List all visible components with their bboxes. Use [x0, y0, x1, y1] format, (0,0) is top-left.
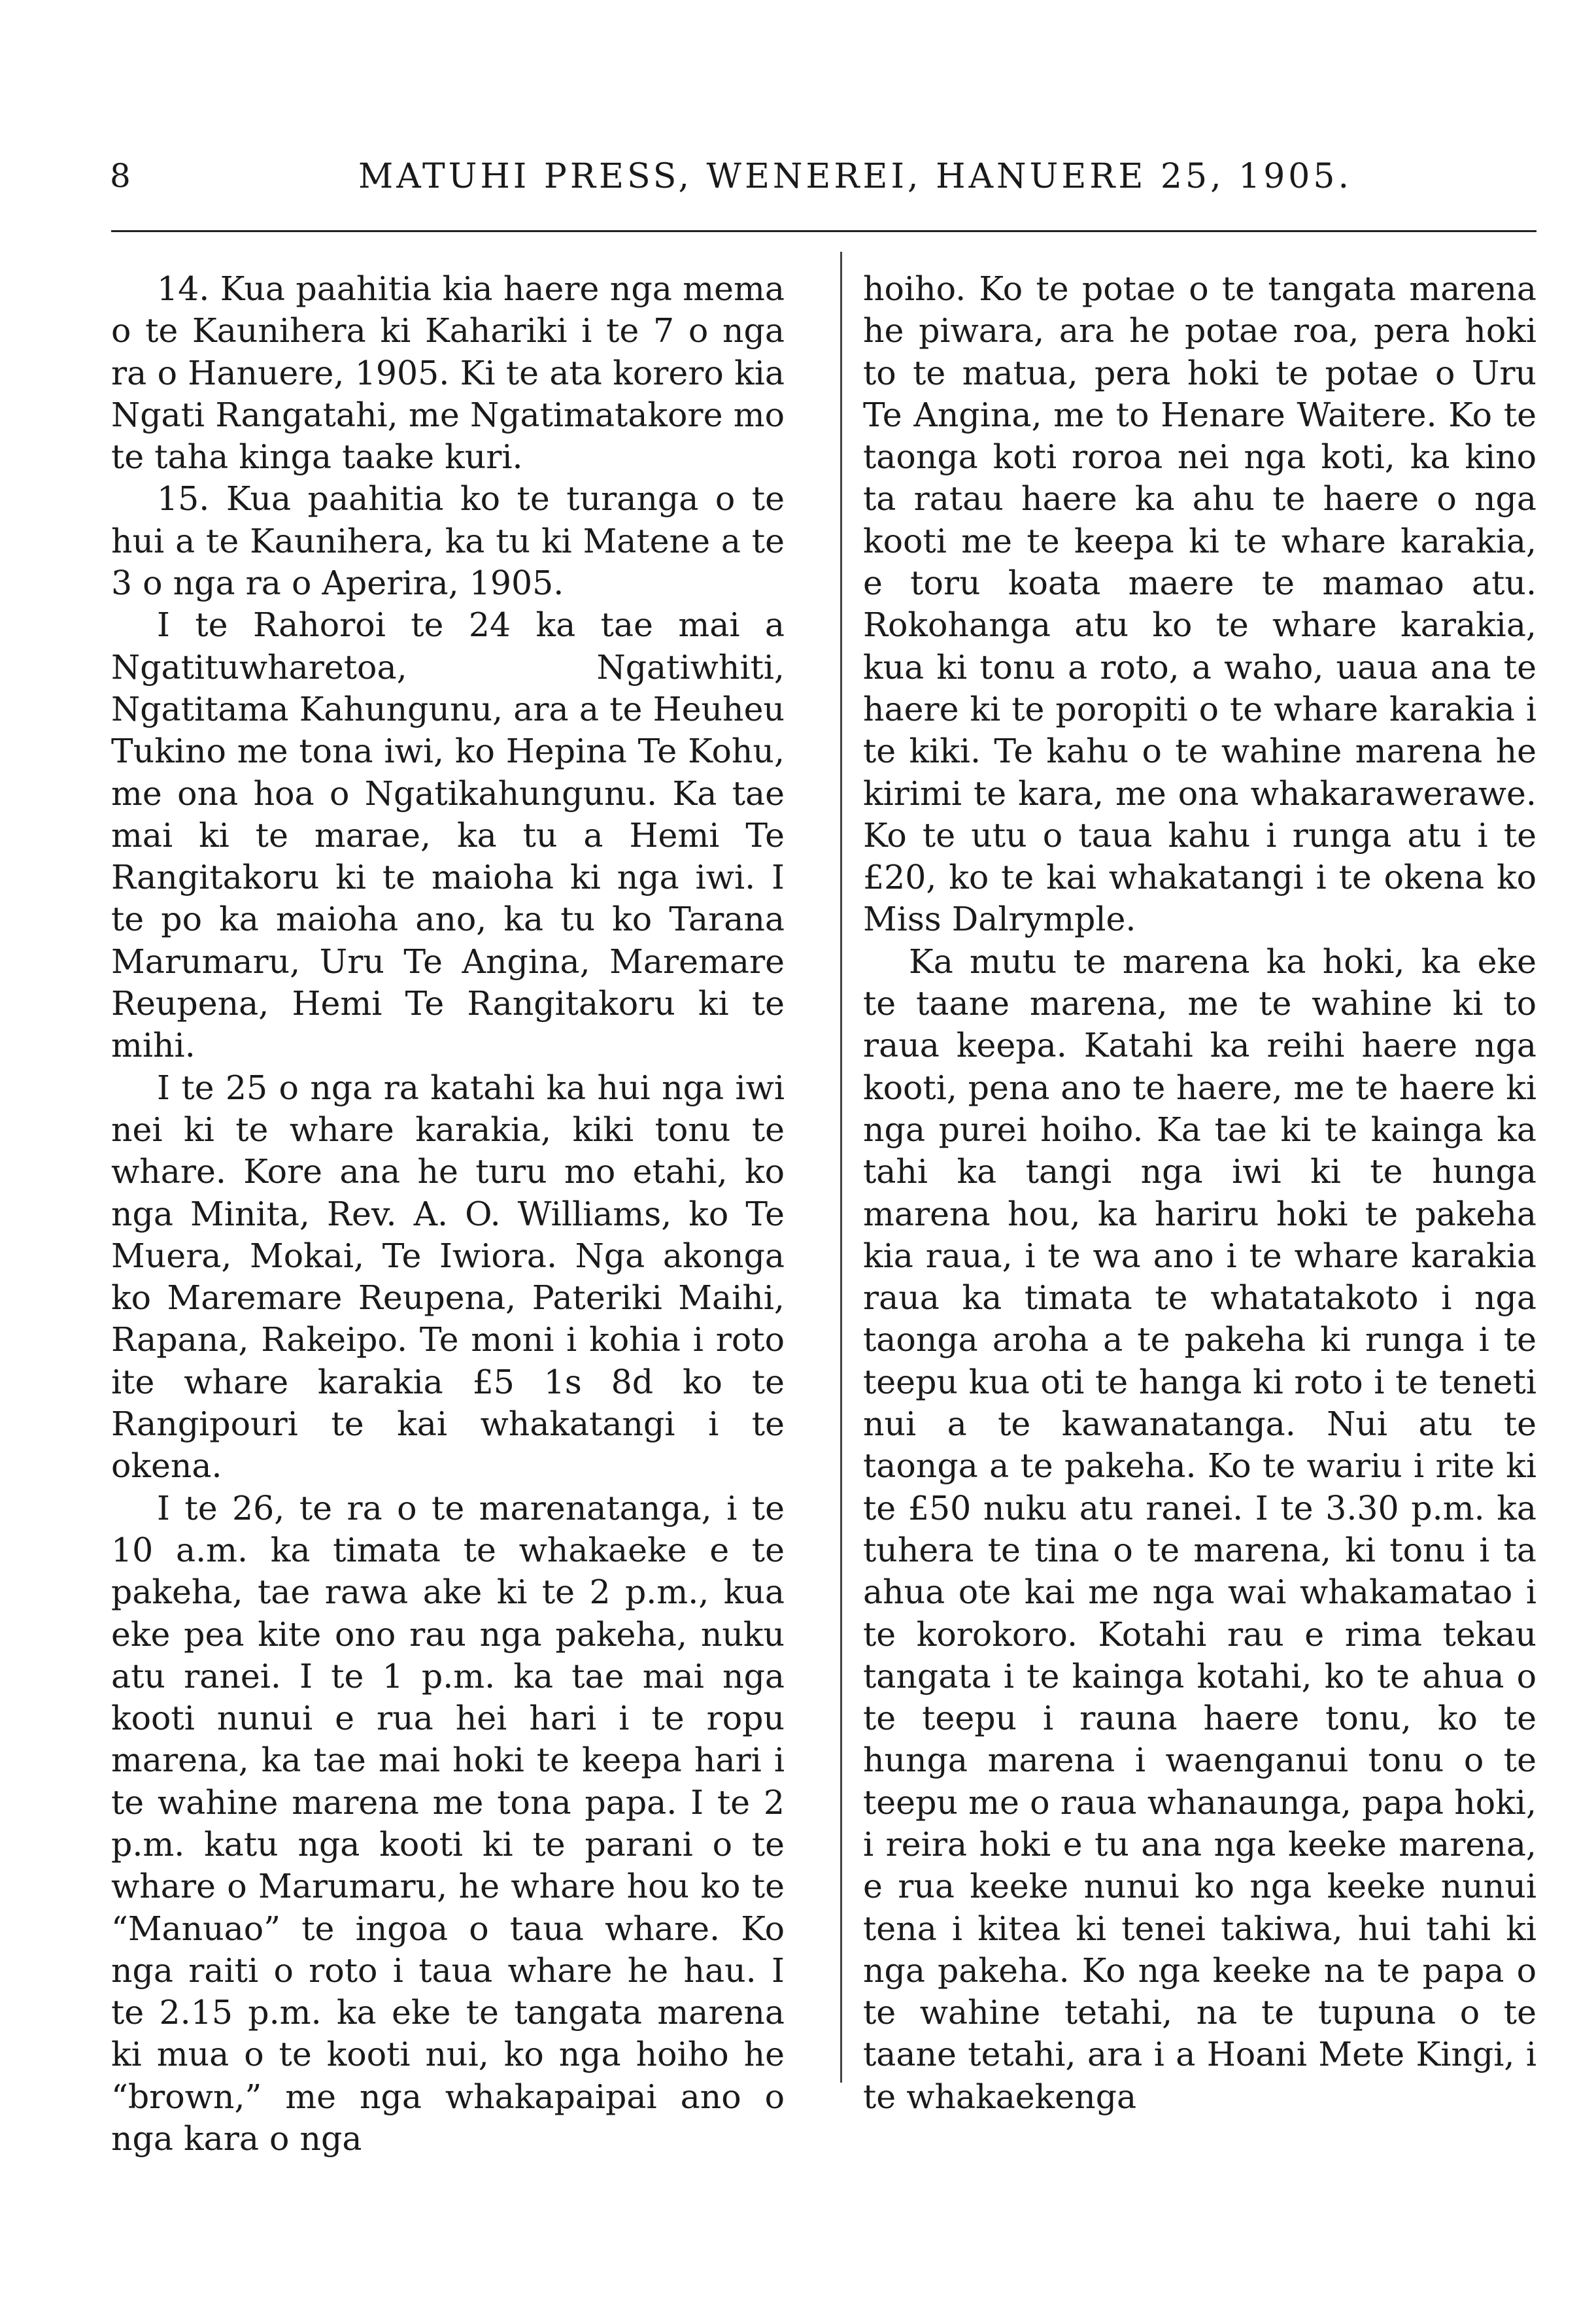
- page-number: 8: [110, 157, 131, 195]
- page-header: [0, 157, 1596, 222]
- paragraph: I te Rahoroi te 24 ka tae mai a Ngatituwharetoa, Ngatiwhiti, Ngatitama Kahungunu, ara a te Heuheu Tukino me tona iwi, ko Hepina Te Kohu, me ona hoa o Ngatikahungunu. Ka tae mai ki te marae, ka tu a Hemi Te Rangitakoru ki te maioha ki nga iwi. I te po ka maioha ano, ka tu ko Tarana Marumaru, Uru Te Angina, Maremare Reupena, Hemi Te Rangitakoru ki te mihi.: [111, 606, 785, 1065]
- paragraph: I te 26, te ra o te marenatanga, i te 10 a.m. ka timata te whakaeke e te pakeha, tae rawa ake ki te 2 p.m., kua eke pea kite ono rau nga pakeha, nuku atu ranei. I te 1 p.m. ka tae mai nga kooti nunui e rua hei hari i te ropu marena, ka tae mai hoki te keepa hari i te wahine marena me tona papa. I te 2 p.m. katu nga kooti ki te parani o te whare o Marumaru, he whare hou ko te “Manuao” te ingoa o taua whare. Ko nga raiti o roto i taua whare he hau. I te 2.15 p.m. ka eke te tangata marena ki mua o te kooti nui, ko nga hoiho he “brown,” me nga whakapaipai ano o nga kara o nga: [111, 1488, 785, 2158]
- paragraph: Ka mutu te marena ka hoki, ka eke te taane marena, me te wahine ki to raua keepa. Katahi ka reihi haere nga kooti, pena ano te haere, me te haere ki nga purei hoiho. Ka tae ki te kainga ka tahi ka tangi nga iwi ki te hunga marena hou, ka hariru hoki te pakeha kia raua, i te wa ano i te whare karakia raua ka timata te whatatakoto i nga taonga aroha a te pakeha ki runga i te teepu kua oti te hanga ki roto i te teneti nui a te kawanatanga. Nui atu te taonga a te pakeha. Ko te wariu i rite ki te £50 nuku atu ranei. I te 3.30 p.m. ka tuhera te tina o te marena, ki tonu i ta ahua ote kai me nga wai whakamatao i te korokoro. Kotahi rau e rima tekau tangata i te kainga kotahi, ko te ahua o te teepu i rauna haere tonu, ko te hunga marena i waenganui tonu o te teepu me o raua whanaunga, papa hoki, i reira hoki e tu ana nga keeke marena, e rua keeke nunui ko nga keeke nunui tena i kitea ki tenei takiwa, hui tahi ki nga pakeha. Ko nga keeke na te papa o te wahine tetahi, na te tupuna o te taane tetahi, ara i a Hoani Mete Kingi, i te whakaekenga: [863, 942, 1537, 2116]
- column-divider: [840, 252, 842, 2083]
- header-rule: [111, 230, 1537, 232]
- right-column: [863, 268, 1537, 2118]
- paragraph: hoiho. Ko te potae o te tangata marena he piwara, ara he potae roa, pera hoki to te matua, pera hoki te potae o Uru Te Angina, me to Henare Waitere. Ko te taonga koti roroa nei nga koti, ka kino ta ratau haere ka ahu te haere o nga kooti me te keepa ki te whare karakia, e toru koata maere te mamao atu. Rokohanga atu ko te whare karakia, kua ki tonu a roto, a waho, uaua ana te haere ki te poropiti o te whare karakia i te kiki. Te kahu o te wahine marena he kirimi te kara, me ona whakarawerawe. Ko te utu o taua kahu i runga atu i te £20, ko te kai whakatangi i te okena ko Miss Dalrymple.: [863, 269, 1537, 939]
- paragraph: I te 25 o nga ra katahi ka hui nga iwi nei ki te whare karakia, kiki tonu te whare. Kore ana he turu mo etahi, ko nga Minita, Rev. A. O. Williams, ko Te Muera, Mokai, Te Iwiora. Nga akonga ko Maremare Reupena, Pateriki Maihi, Rapana, Rakeipo. Te moni i kohia i roto ite whare karakia £5 1s 8d ko te Rangipouri te kai whakatangi i te okena.: [111, 1068, 785, 1486]
- left-column: [111, 268, 785, 2160]
- paragraph: 15. Kua paahitia ko te turanga o te hui a te Kaunihera, ka tu ki Matene a te 3 o nga ra o Aperira, 1905.: [111, 479, 785, 603]
- masthead: MATUHI PRESS, WENEREI, HANUERE 25, 1905.: [358, 157, 1353, 196]
- paragraph: 14. Kua paahitia kia haere nga mema o te Kaunihera ki Kahariki i te 7 o nga ra o Hanuere, 1905. Ki te ata korero kia Ngati Rangatahi, me Ngatimatakore mo te taha kinga taake kuri.: [111, 269, 785, 477]
